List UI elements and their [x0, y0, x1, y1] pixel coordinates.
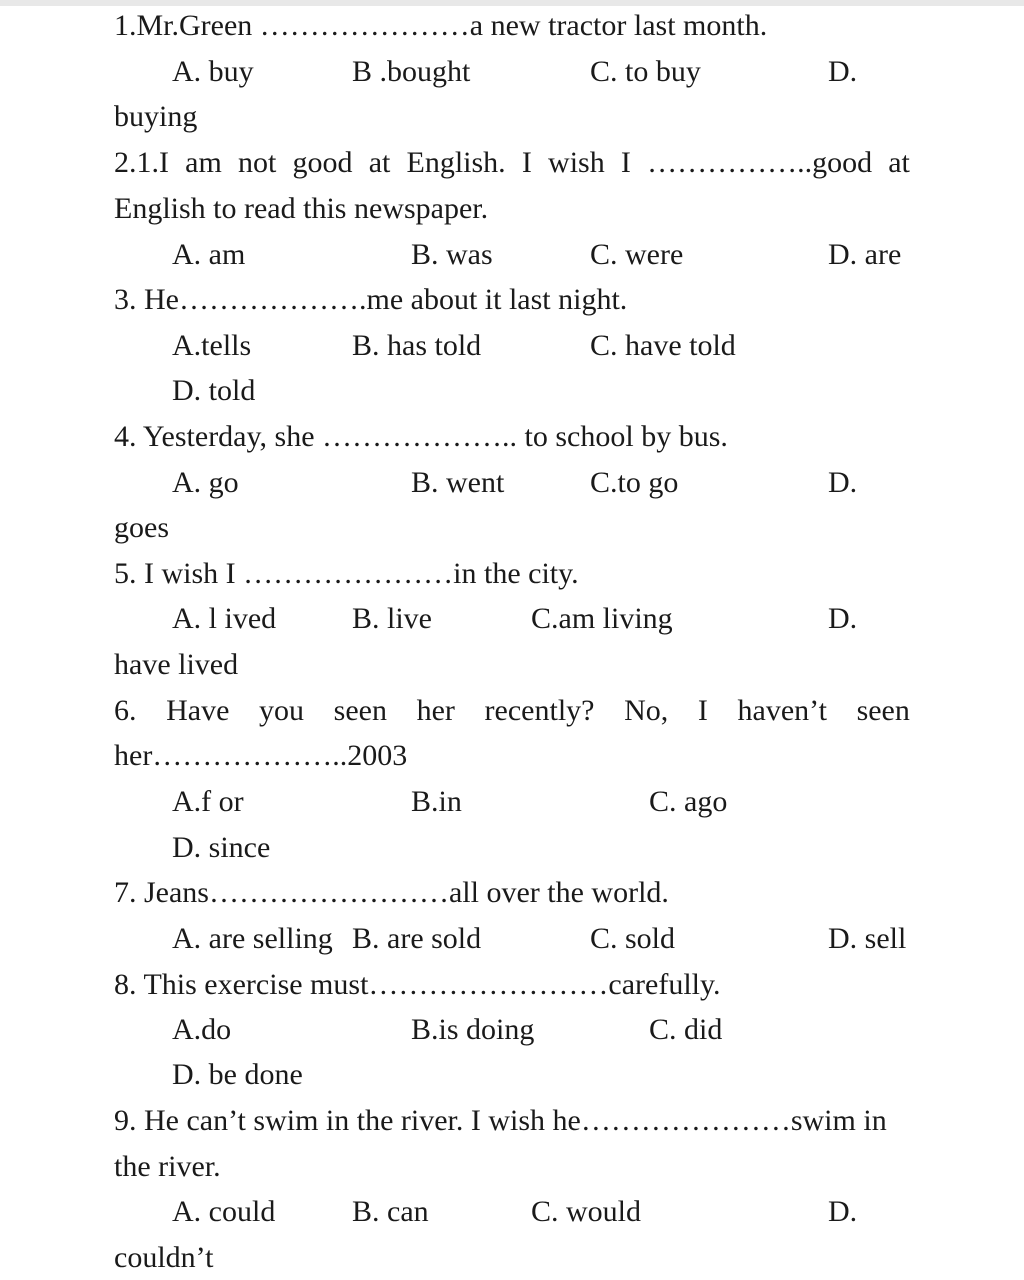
stem-word: recently? — [484, 694, 595, 727]
stem-word: at — [888, 146, 910, 179]
stem-word: 2.1.I — [114, 146, 169, 179]
question-5-stem: 5. I wish I …………………in the city. — [114, 557, 579, 590]
question-5-option-d-wrap[interactable]: have lived — [114, 648, 239, 681]
stem-word: ……………..good — [647, 146, 873, 179]
question-6-stem — [114, 693, 910, 729]
question-2-option-d[interactable]: D. are — [828, 238, 902, 271]
question-7-option-b[interactable]: B. are sold — [352, 922, 482, 955]
question-8-option-a[interactable]: A.do — [172, 1013, 232, 1046]
question-9-option-d-wrap[interactable]: couldn’t — [114, 1241, 214, 1274]
question-8-option-c[interactable]: C. did — [649, 1013, 723, 1046]
question-2-option-a[interactable]: A. am — [172, 238, 246, 271]
stem-word: you — [259, 694, 305, 727]
question-8-option-d[interactable]: D. be done — [172, 1058, 303, 1091]
question-5-option-a[interactable]: A. l ived — [172, 602, 277, 635]
question-8-option-b[interactable]: B.is doing — [411, 1013, 535, 1046]
question-4-option-a[interactable]: A. go — [172, 466, 239, 499]
top-edge-strip — [0, 0, 1024, 6]
question-9-option-b[interactable]: B. can — [352, 1195, 429, 1228]
question-4-option-d[interactable]: D. — [828, 466, 858, 499]
stem-word: seen — [856, 694, 910, 727]
stem-word: English. — [406, 146, 506, 179]
question-3-stem: 3. He……………….me about it last night. — [114, 283, 628, 316]
question-5-option-b[interactable]: B. live — [352, 602, 432, 635]
question-5-option-c[interactable]: C.am living — [531, 602, 673, 635]
question-7-option-c[interactable]: C. sold — [590, 922, 676, 955]
question-4-option-c[interactable]: C.to go — [590, 466, 679, 499]
question-6-stem-line2: her………………..2003 — [114, 739, 408, 772]
stem-word: her — [416, 694, 455, 727]
question-5-option-d[interactable]: D. — [828, 602, 858, 635]
question-7-option-d[interactable]: D. sell — [828, 922, 907, 955]
question-1-option-d[interactable]: D. — [828, 55, 858, 88]
question-2-stem — [114, 145, 910, 181]
stem-word: I — [521, 146, 532, 179]
stem-word: Have — [166, 694, 230, 727]
question-1-option-d-wrap[interactable]: buying — [114, 100, 198, 133]
stem-word: am — [185, 146, 222, 179]
question-4-stem: 4. Yesterday, she ……………….. to school by bus. — [114, 420, 728, 453]
question-9-option-a[interactable]: A. could — [172, 1195, 276, 1228]
question-4-option-d-wrap[interactable]: goes — [114, 511, 169, 544]
question-4-option-b[interactable]: B. went — [411, 466, 505, 499]
question-7-option-a[interactable]: A. are selling — [172, 922, 333, 955]
stem-word: 6. — [114, 694, 137, 727]
question-9-option-c[interactable]: C. would — [531, 1195, 642, 1228]
question-1-option-a[interactable]: A. buy — [172, 55, 254, 88]
question-9-stem: 9. He can’t swim in the river. I wish he…………………swim in — [114, 1104, 887, 1137]
stem-word: No, — [624, 694, 669, 727]
stem-word: I — [697, 694, 708, 727]
stem-word: good — [292, 146, 353, 179]
question-6-option-c[interactable]: C. ago — [649, 785, 728, 818]
stem-word: seen — [333, 694, 387, 727]
question-9-stem-line2: the river. — [114, 1150, 221, 1183]
stem-word: I — [620, 146, 631, 179]
question-2-stem-line2: English to read this newspaper. — [114, 192, 489, 225]
question-3-option-b[interactable]: B. has told — [352, 329, 482, 362]
question-9-option-d[interactable]: D. — [828, 1195, 858, 1228]
stem-word: not — [238, 146, 277, 179]
question-8-stem: 8. This exercise must……………………carefully. — [114, 968, 721, 1001]
question-6-option-a[interactable]: A.f or — [172, 785, 244, 818]
question-3-option-d[interactable]: D. told — [172, 374, 256, 407]
stem-word: at — [368, 146, 391, 179]
question-3-option-a[interactable]: A.tells — [172, 329, 252, 362]
stem-word: haven’t — [737, 694, 827, 727]
question-6-option-b[interactable]: B.in — [411, 785, 462, 818]
question-6-option-d[interactable]: D. since — [172, 831, 271, 864]
question-2-option-c[interactable]: C. were — [590, 238, 684, 271]
question-3-option-c[interactable]: C. have told — [590, 329, 736, 362]
question-7-stem: 7. Jeans……………………all over the world. — [114, 876, 669, 909]
stem-word: wish — [548, 146, 605, 179]
question-2-option-b[interactable]: B. was — [411, 238, 493, 271]
question-1-stem: 1.Mr.Green …………………a new tractor last month. — [114, 9, 768, 42]
question-1-option-b[interactable]: B .bought — [352, 55, 471, 88]
question-1-option-c[interactable]: C. to buy — [590, 55, 701, 88]
